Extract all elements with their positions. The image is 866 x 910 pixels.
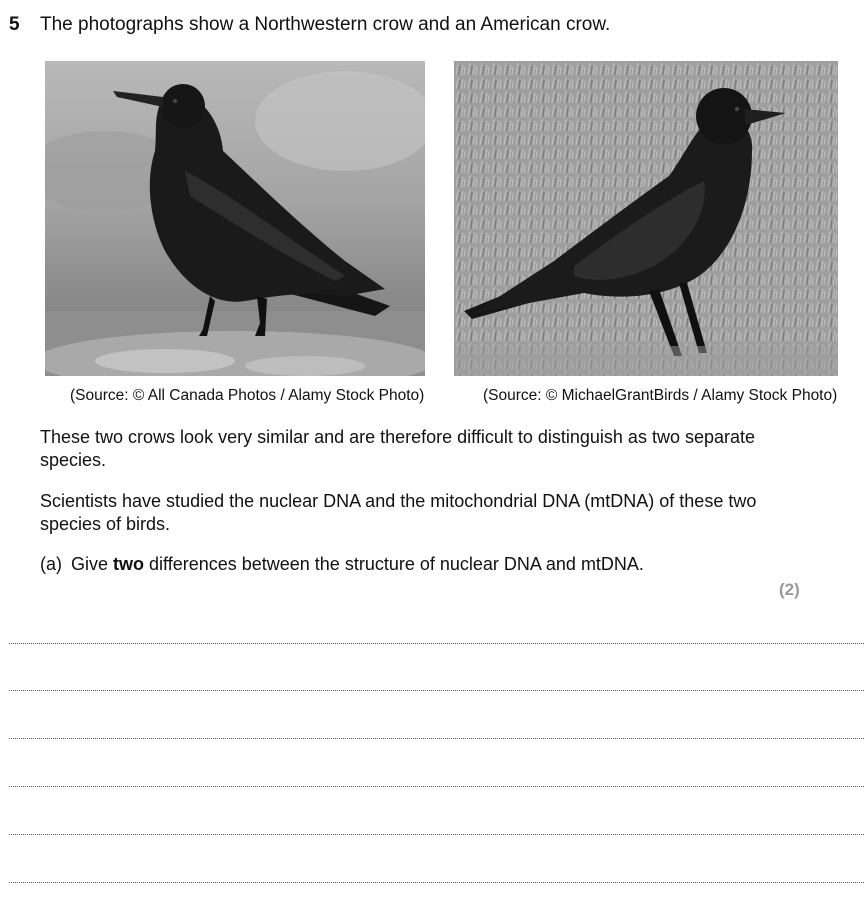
- answer-line[interactable]: [9, 643, 864, 644]
- question-number: 5: [9, 14, 20, 35]
- answer-line[interactable]: [9, 834, 864, 835]
- emphasis-two: two: [113, 554, 145, 574]
- part-a-label: (a): [40, 554, 62, 574]
- answer-line[interactable]: [9, 690, 864, 691]
- part-a-question: Give two differences between the structure of nuclear DNA and mtDNA.: [71, 554, 644, 574]
- photo-caption-2: (Source: © MichaelGrantBirds / Alamy Stock Photo): [483, 387, 838, 404]
- answer-line[interactable]: [9, 786, 864, 787]
- american-crow-photo: [454, 61, 838, 376]
- answer-line[interactable]: [9, 882, 864, 883]
- answer-line[interactable]: [9, 738, 864, 739]
- paragraph-similarity: These two crows look very similar and are therefore difficult to distinguish as two separate species.: [40, 427, 755, 470]
- photo-caption-1: (Source: © All Canada Photos / Alamy Stock Photo): [70, 387, 425, 404]
- marks-indicator: (2): [779, 580, 800, 599]
- paragraph-dna-study: Scientists have studied the nuclear DNA and the mitochondrial DNA (mtDNA) of these two species of birds.: [40, 491, 757, 534]
- question-intro: The photographs show a Northwestern crow and an American crow.: [40, 14, 611, 35]
- northwestern-crow-photo: [45, 61, 425, 376]
